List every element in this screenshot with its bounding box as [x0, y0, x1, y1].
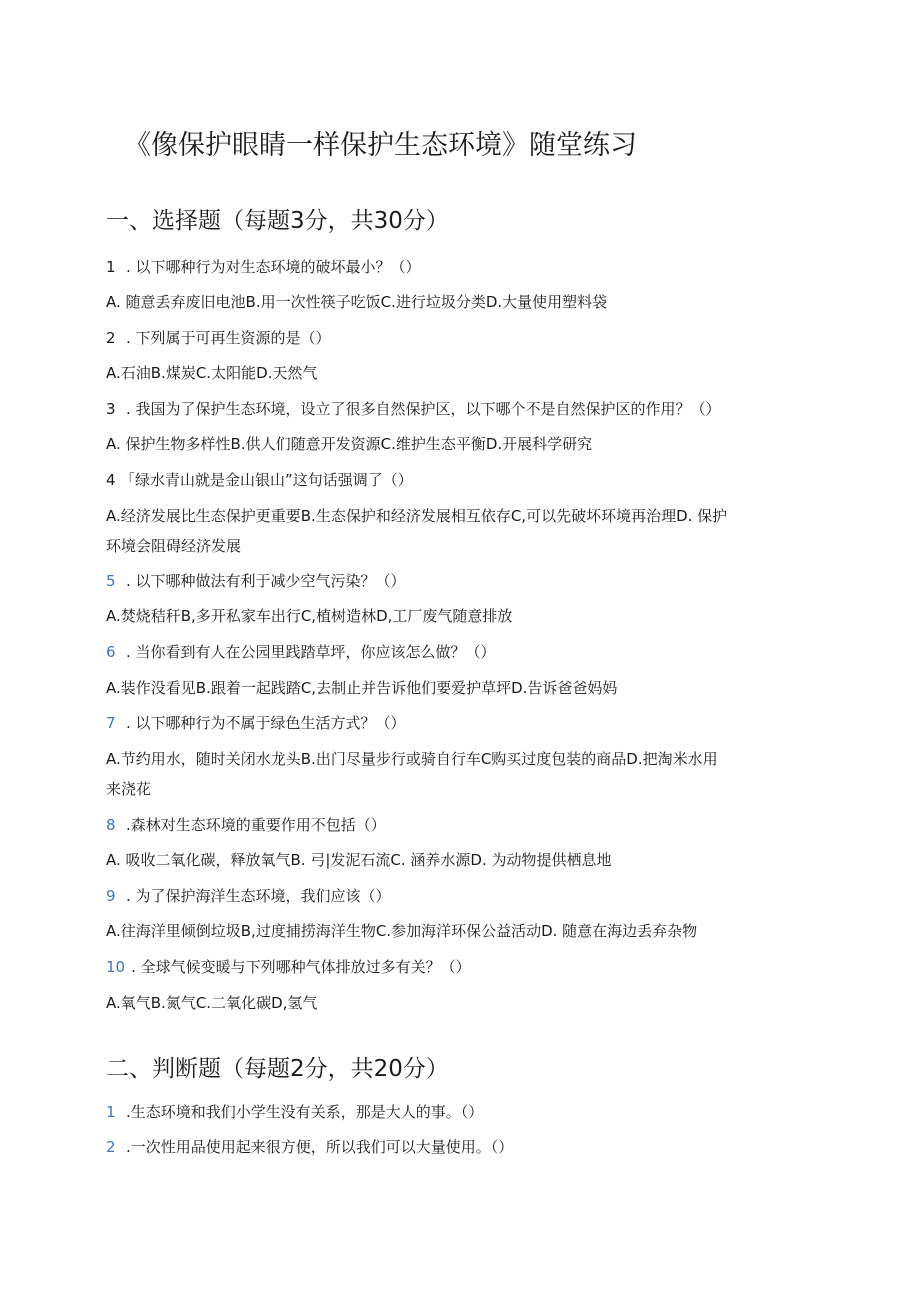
question-text: .森林对生态环境的重要作用不包括（） — [126, 816, 386, 834]
question-number: 6 — [106, 643, 116, 661]
question-text: . 全球气候变暖与下列哪种气体排放过多有关？（） — [131, 958, 471, 976]
question-7 — [106, 708, 406, 738]
question-8-options: A. 吸收二氧化碳，释放氧气B. 弓|发泥石流C. 涵养水源D. 为动物提供栖息地 — [106, 851, 612, 869]
question-10-options: A.氧气B.氮气C.二氧化碳D,氢气 — [106, 994, 318, 1012]
question-number: 8 — [106, 816, 116, 834]
question-number: 1 — [106, 258, 116, 276]
question-text: . 以下哪种做法有利于减少空气污染？（） — [126, 572, 406, 590]
question-1 — [106, 252, 421, 282]
question-number: 1 — [106, 1103, 116, 1121]
question-number: 9 — [106, 887, 116, 905]
question-text: . 当你看到有人在公园里践踏草坪，你应该怎么做？（） — [126, 643, 496, 661]
question-4 — [106, 465, 413, 495]
question-text: . 以下哪种行为对生态环境的破坏最小？（） — [126, 258, 421, 276]
question-text: . 下列属于可再生资源的是（） — [126, 329, 331, 347]
question-8 — [106, 810, 386, 840]
question-text: .生态环境和我们小学生没有关系，那是大人的事。（） — [126, 1103, 484, 1121]
question-9 — [106, 881, 391, 911]
question-5 — [106, 566, 406, 596]
question-text: .一次性用品使用起来很方便，所以我们可以大量使用。（） — [126, 1138, 514, 1156]
question-text: . 以下哪种行为不属于绿色生活方式？（） — [126, 714, 406, 732]
question-number: 7 — [106, 714, 116, 732]
question-number: 3 — [106, 400, 116, 418]
question-1-options: A. 随意丢弃废旧电池B.用一次性筷子吃饭C.进行垃圾分类D.大量使用塑料袋 — [106, 293, 608, 311]
question-10 — [106, 952, 471, 982]
question-3 — [106, 394, 721, 424]
question-2 — [106, 323, 331, 353]
question-6 — [106, 637, 496, 667]
question-number: 5 — [106, 572, 116, 590]
question-7-options-line-2: 来浇花 — [106, 780, 152, 798]
question-2-options: A.石油B.煤炭C.太阳能D.天然气 — [106, 364, 318, 382]
question-9-options: A.往海洋里倾倒垃圾B,过度捕捞海洋生物C.参加海洋环保公益活动D. 随意在海边丢弃杂物 — [106, 922, 698, 940]
judgement-question-1 — [106, 1097, 483, 1127]
document-title: 《像保护眼睛一样保护生态环境》随堂练习 — [124, 130, 637, 161]
question-4-options-line-2: 环境会阻碍经济发展 — [106, 537, 242, 555]
question-4-options-line-1: A.经济发展比生态保护更重要B.生态保护和经济发展相互依存C,可以先破坏环境再治理D. 保护 — [106, 507, 728, 525]
question-number: 2 — [106, 1138, 116, 1156]
question-number: 4 — [106, 471, 116, 489]
judgement-question-2 — [106, 1132, 513, 1162]
question-number: 10 — [106, 958, 126, 976]
question-number: 2 — [106, 329, 116, 347]
question-3-options: A. 保护生物多样性B.供人们随意开发资源C.维护生态平衡D.开展科学研究 — [106, 435, 593, 453]
question-text: 「绿水青山就是金山银山”这句话强调了（） — [120, 471, 413, 489]
question-text: . 为了保护海洋生态环境，我们应该（） — [126, 887, 391, 905]
question-5-options: A.焚烧秸秆B,多开私家车出行C,植树造林D,工厂废气随意排放 — [106, 607, 513, 625]
section-heading-choice: 一、选择题（每题3分，共30分） — [106, 208, 449, 234]
question-7-options-line-1: A.节约用水，随时关闭水龙头B.出门尽量步行或骑自行车C购买过度包装的商品D.把淘米水用 — [106, 750, 718, 768]
section-heading-judgement: 二、判断题（每题2分，共20分） — [106, 1056, 449, 1082]
question-text: . 我国为了保护生态环境，设立了很多自然保护区，以下哪个不是自然保护区的作用？（） — [126, 400, 721, 418]
question-6-options: A.装作没看见B.跟着一起践踏C,去制止并告诉他们要爱护草坪D.告诉爸爸妈妈 — [106, 679, 618, 697]
